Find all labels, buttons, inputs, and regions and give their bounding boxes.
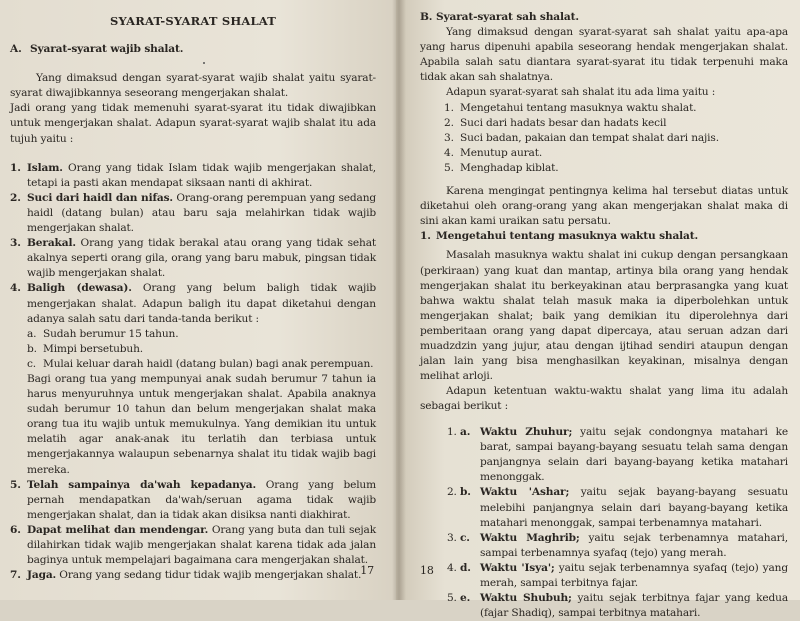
section-a-label: A. [10,43,22,56]
list-item: b. Mimpi bersetubuh. [27,342,143,355]
list-item: 5. e. Waktu Shubuh; yaitu sejak terbitnya fajar yang kedua (fajar Shadiq), sampai terbitnya matahari. [460,591,788,621]
paragraph: Karena mengingat pentingnya kelima hal tersebut diatas untuk diketahui oleh orang-orang yang akan mengerjakan shalat maka di sini akan kami uraikan satu persatu. [420,185,788,228]
list-item: 4. Menutup aurat. [444,146,543,159]
paragraph: Adapun ketentuan waktu-waktu shalat yang lima itu adalah sebagai berikut : [420,385,788,413]
page-number: 17 [360,563,374,577]
section-b-heading [420,10,788,25]
section-b-title: Syarat-syarat sah shalat. [436,11,579,23]
list-item: 5. Menghadap kiblat. [444,161,559,174]
list-item: 1. Mengetahui tentang masuknya waktu shalat. [444,101,697,114]
list-item: 4. d. Waktu 'Isya'; yaitu sejak terbenamnya syafaq (tejo) yang merah, sampai terbitnya fajar. [460,561,788,591]
wajib-list [10,161,376,327]
paragraph: Masalah masuknya waktu shalat ini cukup dengan persangkaan (perkiraan) yang kuat dan mantap, artinya bila orang yang hendak mengerjakan shalat itu berkeyakinan atau berprasangka yang kuat bahwa waktu shalat telah masuk maka ia diperbolehkan untuk mengerjakan shalat; baik yang demikian itu diperolehnya dari pemberitaan orang yang dapat dipercaya, atau seruan adzan dari muadzdzin yang jujur, atau dengan ijtihad sendiri ataupun dengan jalan lain yang bisa menghasilkan keyakinan, misalnya dengan melihat arloji. [420,249,788,383]
baligh-signs [10,327,376,372]
section-a-title: Syarat-syarat wajib shalat. [30,43,184,56]
prayer-times-list [420,425,788,621]
list-item: 1. Islam. Orang yang tidak Islam tidak wajib mengerjakan shalat, tetapi ia pasti akan mendapat siksaan nanti di akhirat. [10,161,376,189]
section-b-intro2: Adapun syarat-syarat sah shalat itu ada lima yaitu : [446,86,716,99]
section-a-intro: Yang dimaksud dengan syarat-syarat wajib shalat yaitu syarat-syarat diwajibkannya seseorang mengerjakan shalat. [10,72,376,100]
list-item: 4. Baligh (dewasa). Orang yang belum baligh tidak wajib mengerjakan shalat. Adapun baligh itu dapat diketahui dengan adanya salah satu dari tanda-tanda berikut : [10,282,376,325]
list-item: 3. c. Waktu Maghrib; yaitu sejak terbenamnya matahari, sampai terbenamnya syafaq (tejo) yang merah. [460,531,788,561]
left-page [0,0,396,600]
list-item: 3. Suci badan, pakaian dan tempat shalat dari najis. [444,131,719,144]
list-item: 2. b. Waktu 'Ashar; yaitu sejak bayang-bayang sesuatu melebihi panjangnya selain dari bayang-bayang ketika matahari menonggak, sampai terbenamnya matahari. [460,485,788,530]
list-item: 2. Suci dari haidl dan nifas. Orang-orang perempuan yang sedang haidl (datang bulan) atau baru saja melahirkan tidak wajib mengerjakan shalat. [10,191,377,235]
wajib-list-cont [10,478,376,584]
section-b-intro: Yang dimaksud dengan syarat-syarat sah shalat yaitu apa-apa yang harus dipenuhi apabila seseorang hendak mengerjakan shalat. Apabila salah satu diantara syarat-syarat itu tidak terpenuhi maka tidak akan sah shalatnya. [420,26,788,84]
list-item: 5. Telah sampainya da'wah kepadanya. Orang yang belum pernah mendapatkan da'wah/seruan agama tidak wajib mengerjakan shalat, dan ia tidak akan disiksa nanti diakhirat. [10,478,376,521]
baligh-note: Bagi orang tua yang mempunyai anak sudah berumur 7 tahun ia harus menyuruhnya untuk mengerjakan shalat. Apabila anaknya sudah berumur 10 tahun dan belum mengerjakan shalat maka orang tua itu wajib untuk memukulnya. Yang demikian itu untuk melatih agar anak-anak itu terlatih dan terbiasa untuk mengerjakannya walaupun sebenarnya shalat itu tidak wajib bagi mereka. [27,372,376,476]
list-item: c. Mulai keluar darah haidl (datang bulan) bagi anak perempuan. [27,357,374,370]
section-a-heading [10,42,376,57]
section-b-label: B. [420,11,433,23]
sah-list [420,101,788,176]
print-speck [203,62,205,64]
list-item: 1. a. Waktu Zhuhur; yaitu sejak condongnya matahari ke barat, sampai bayang-bayang sesuatu telah sama dengan panjangnya selain dari bayang-bayang ketika matahari menonggak. [460,425,788,485]
list-item: 6. Dapat melihat dan mendengar. Orang yang buta dan tuli sejak dilahirkan tidak wajib mengerjakan shalat karena tidak ada jalan baginya untuk mempelajari bagaimana cara mengerjakan shalat. [10,523,376,567]
list-item: 2. Suci dari hadats besar dan hadats kecil [444,116,667,129]
list-item: 7. Jaga. Orang yang sedang tidur tidak wajib mengerjakan shalat. [10,569,362,582]
list-item: 3. Berakal. Orang yang tidak berakal atau orang yang tidak sehat akalnya seperti orang gila, orang yang baru mabuk, pingsan tidak wajib mengerjakan shalat. [10,237,376,280]
list-item: a. Sudah berumur 15 tahun. [27,327,179,340]
sub-heading: 1. Mengetahui tentang masuknya waktu shalat. [420,230,699,243]
page-title: SYARAT-SYARAT SHALAT [109,14,277,28]
right-page [396,0,800,620]
page-number: 18 [420,563,434,577]
section-a-intro2: Jadi orang yang tidak memenuhi syarat-syarat itu tidak diwajibkan untuk mengerjakan shalat. Adapun syarat-syarat wajib shalat itu ada tujuh yaitu : [10,102,376,145]
